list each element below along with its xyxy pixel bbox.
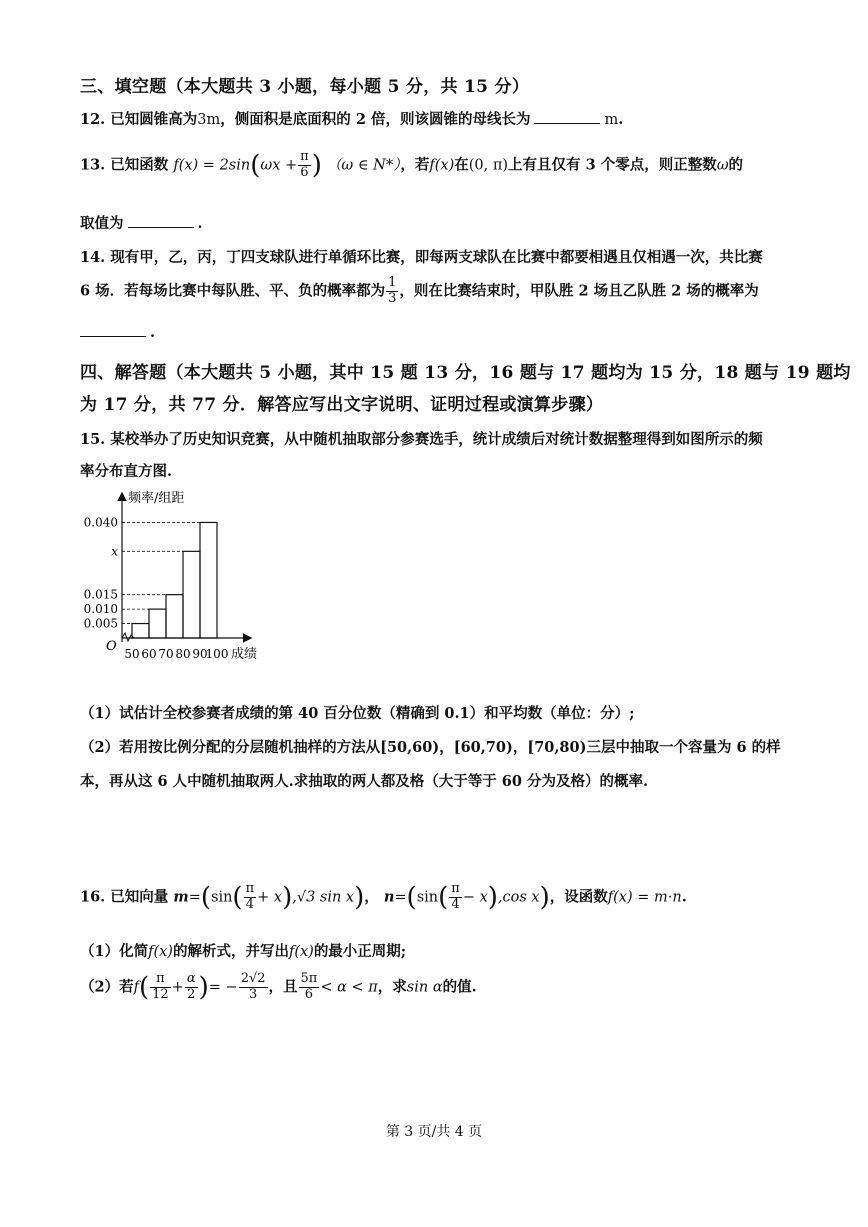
question-15-part-2: （2）若用按比例分配的分层随机抽样的方法从[50,60)，[60,70)，[70,80)三层中抽取一个容量为 6 的样 bbox=[80, 739, 781, 756]
section-4-heading: 四、解答题（本大题共 5 小题，其中 15 题 13 分，16 题与 17 题均为 15 分，18 题与 19 题均 bbox=[80, 363, 851, 383]
q13-text-c: 在 bbox=[454, 156, 469, 174]
paren-left: ( bbox=[138, 972, 150, 1003]
q13-text-e: 的 bbox=[728, 156, 744, 174]
question-16-part-2 bbox=[80, 972, 798, 1003]
q13-line2: 取值为 bbox=[80, 215, 124, 232]
q13-interval: (0, π) bbox=[468, 157, 509, 174]
q16-p1-text-b: 的解析式，并写出 bbox=[172, 943, 289, 960]
y-tick-label: 0.010 bbox=[83, 602, 118, 617]
answer-blank bbox=[128, 226, 194, 228]
fraction-5pi-6: $\frac{5\pi}{6}$ bbox=[300, 971, 318, 1002]
answer-blank bbox=[80, 335, 146, 337]
q14-text-a: 6 场．若每场比赛中每队胜、平、负的概率都为 bbox=[80, 282, 386, 300]
question-14: 14. 现有甲，乙，丙，丁四支球队进行单循环比赛，即每两支球队在比赛中都要相遇且仅相遇一次，共比赛 bbox=[80, 249, 763, 266]
fx: f(x) bbox=[148, 944, 173, 960]
q16-p2-text: （2）若 bbox=[80, 978, 134, 996]
x-tick-label: 50 bbox=[124, 647, 140, 661]
fraction-1-3: $\frac{1}{3}$ bbox=[388, 275, 397, 306]
question-14-line-2 bbox=[80, 276, 798, 307]
equals-minus: = − bbox=[208, 979, 238, 996]
origin-label: O bbox=[106, 639, 117, 654]
y-tick-label: 0.015 bbox=[83, 587, 118, 602]
q13-function: f(x) = 2sin bbox=[173, 157, 251, 174]
question-13-line-2 bbox=[80, 212, 798, 233]
x-tick-label: 90 bbox=[192, 647, 208, 661]
q12-unit: m bbox=[604, 112, 619, 128]
plus-x: + x bbox=[257, 889, 283, 906]
q14-end: . bbox=[150, 324, 156, 341]
paren-right: ) bbox=[311, 150, 322, 181]
question-16 bbox=[80, 882, 798, 913]
page-footer: 第 3 页/共 4 页 bbox=[385, 1124, 483, 1140]
q16-p1-text: （1）化简 bbox=[80, 943, 149, 960]
plus-sign: + bbox=[171, 979, 184, 996]
vector-n: n bbox=[383, 888, 395, 906]
x-tick-label: 70 bbox=[158, 647, 174, 661]
function-definition: f(x) = m·n bbox=[607, 889, 682, 906]
y-tick-label: x bbox=[111, 544, 118, 559]
section-4-heading-line-2: 为 17 分，共 77 分．解答应写出文字说明、证明过程或演算步骤） bbox=[80, 395, 604, 415]
equals-sign: = bbox=[394, 889, 407, 906]
q13-omega: ω bbox=[716, 157, 729, 174]
question-14-line-3 bbox=[80, 324, 798, 341]
fraction-pi-4: $\frac{\pi}{4}$ bbox=[451, 881, 460, 912]
q12-end: . bbox=[618, 111, 624, 128]
f-symbol: f bbox=[133, 979, 139, 996]
q16-p2-text-d: 的值. bbox=[442, 978, 477, 996]
x-tick-label: 60 bbox=[141, 647, 157, 661]
q12-text-b: ，侧面积是底面积的 2 倍，则该圆锥的母线长为 bbox=[220, 111, 531, 128]
histogram-bar bbox=[132, 624, 149, 638]
histogram-bar bbox=[183, 551, 200, 638]
q13-arg: ωx + bbox=[260, 157, 298, 174]
cos-x: ,cos x bbox=[497, 889, 540, 906]
sqrt3-sin-x: ,√3 sin x bbox=[292, 889, 355, 906]
q13-fx: f(x) bbox=[429, 157, 455, 174]
minus-x: − x bbox=[462, 889, 488, 906]
section-3-heading: 三、填空题（本大题共 3 小题，每小题 5 分，共 15 分） bbox=[80, 77, 530, 97]
q13-text-d: 上有且仅有 3 个零点，则正整数 bbox=[508, 156, 717, 174]
question-15-part-2-line-2: 本，再从这 6 人中随机抽取两人.求抽取的两人都及格（大于等于 60 分为及格）的概率. bbox=[80, 773, 649, 790]
q13-text: 13. 已知函数 bbox=[80, 156, 169, 174]
q16-text-b: ，设函数 bbox=[549, 888, 608, 906]
q16-text: 16. 已知向量 bbox=[80, 888, 169, 906]
paren-left: ( bbox=[250, 150, 261, 181]
q13-end: . bbox=[197, 215, 203, 232]
y-tick-label: 0.040 bbox=[83, 515, 118, 530]
q12-text: 12. 已知圆锥高为 bbox=[80, 111, 198, 128]
paren-left: ( bbox=[438, 882, 449, 913]
answer-blank bbox=[534, 122, 600, 124]
paren-right: ) bbox=[354, 882, 365, 913]
x-tick-label: 100 bbox=[205, 647, 229, 661]
sin-label: sin bbox=[211, 889, 233, 906]
fraction-pi-4: $\frac{\pi}{4}$ bbox=[245, 881, 255, 912]
fraction-2sqrt2-3: $\frac{2√2}{3}$ bbox=[240, 971, 266, 1002]
q13-condition: （ω ∈ N*） bbox=[326, 157, 401, 174]
equals-sign: = bbox=[188, 889, 201, 906]
inequality: < α < π bbox=[320, 979, 378, 996]
q12-height: 3m bbox=[197, 112, 221, 128]
question-13 bbox=[80, 150, 798, 181]
q16-p2-text-b: ，且 bbox=[268, 978, 298, 996]
vector-m: m bbox=[173, 888, 189, 906]
y-tick-label: 0.005 bbox=[83, 616, 118, 631]
paren-left: ( bbox=[406, 882, 417, 913]
paren-right: ) bbox=[282, 882, 293, 913]
histogram-bar bbox=[200, 522, 217, 638]
question-16-part-1 bbox=[80, 940, 798, 961]
question-12 bbox=[80, 108, 798, 129]
sin-label: sin bbox=[416, 889, 439, 906]
paren-left: ( bbox=[200, 882, 211, 913]
x-axis-label: 成绩 bbox=[231, 647, 258, 662]
q16-p1-text-c: 的最小正周期; bbox=[313, 943, 407, 960]
fx: f(x) bbox=[288, 944, 314, 960]
comma: ， bbox=[364, 888, 379, 906]
q16-p2-text-c: ，求 bbox=[377, 978, 407, 996]
sin-alpha: sin α bbox=[406, 979, 443, 996]
histogram-bar bbox=[166, 595, 183, 638]
y-axis-label: 频率/组距 bbox=[128, 491, 185, 506]
histogram-bar bbox=[149, 609, 166, 638]
question-15: 15. 某校举办了历史知识竞赛，从中随机抽取部分参赛选手，统计成绩后对统计数据整理得到如图所示的频 bbox=[80, 431, 763, 448]
paren-right: ) bbox=[539, 882, 550, 913]
question-15-line-2: 率分布直方图. bbox=[80, 463, 173, 480]
fraction-pi-12: $\frac{\pi}{12}$ bbox=[152, 971, 169, 1002]
q14-text-b: ，则在比赛结束时，甲队胜 2 场且乙队胜 2 场的概率为 bbox=[399, 282, 759, 300]
frequency-histogram bbox=[70, 488, 290, 668]
paren-right: ) bbox=[487, 882, 498, 913]
question-15-part-1: （1）试估计全校参赛者成绩的第 40 百分位数（精确到 0.1）和平均数（单位：分）; bbox=[80, 705, 635, 722]
q13-text-b: ，若 bbox=[400, 156, 430, 174]
paren-right: ) bbox=[198, 972, 209, 1003]
fraction-alpha-2: $\frac{\alpha}{2}$ bbox=[186, 971, 196, 1002]
paren-left: ( bbox=[232, 882, 243, 913]
q16-end: . bbox=[681, 888, 687, 906]
fraction-pi-6: $\frac{\pi}{6}$ bbox=[300, 149, 309, 180]
x-tick-label: 80 bbox=[175, 647, 191, 661]
